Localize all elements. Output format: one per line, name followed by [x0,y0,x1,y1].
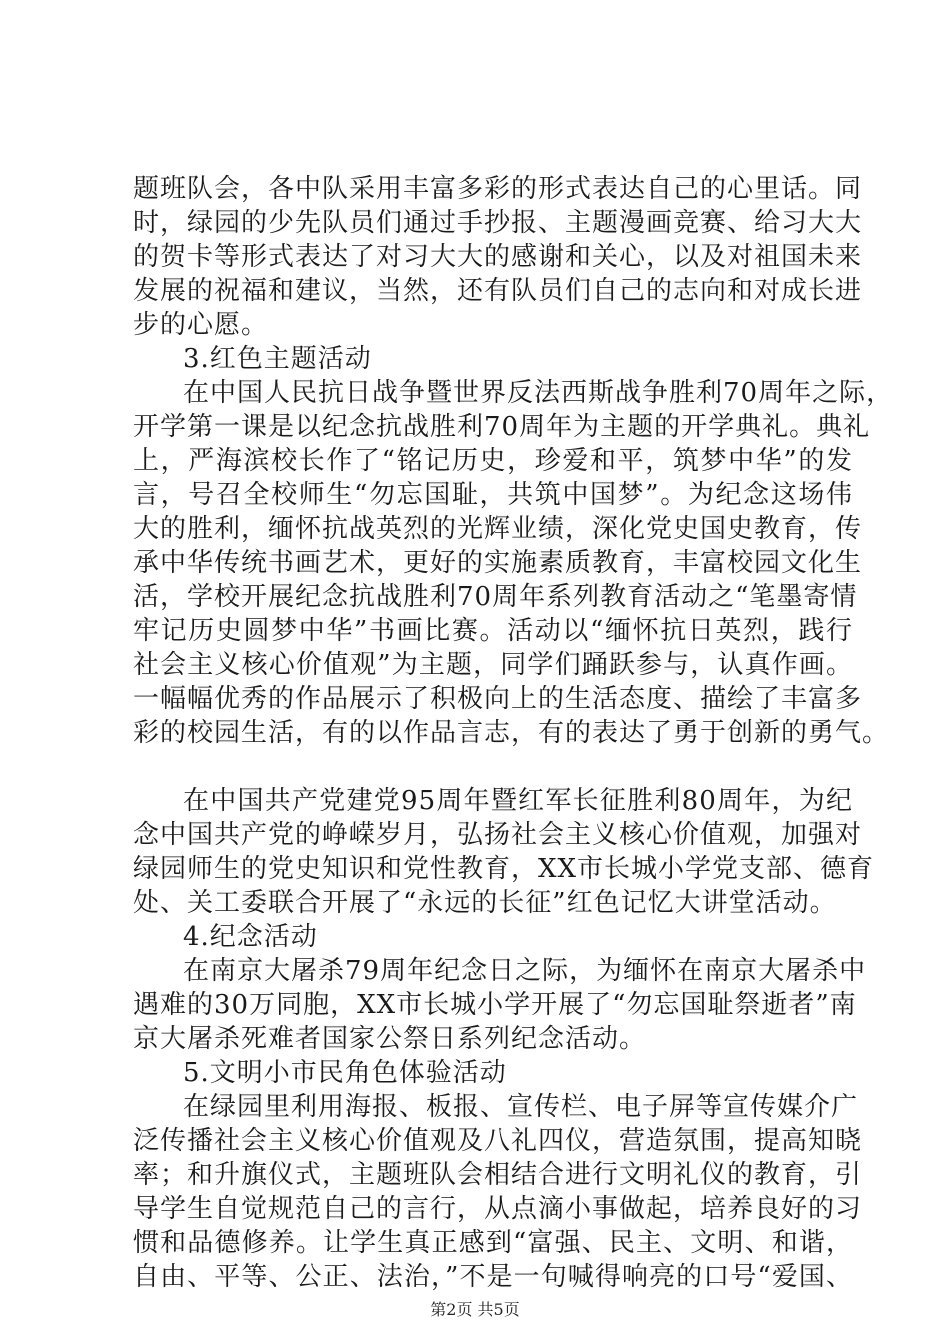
text-line: 大的胜利，缅怀抗战英烈的光辉业绩，深化党史国史教育，传 [133,514,863,544]
text-line: 处、关工委联合开展了“永远的长征”红色记忆大讲堂活动。 [133,888,837,918]
text-line: 步的心愿。 [133,310,269,340]
text-line: 的贺卡等形式表达了对习大大的感谢和关心，以及对祖国未来 [133,242,863,272]
text-line: 开学第一课是以纪念抗战胜利70周年为主题的开学典礼。典礼 [133,412,871,442]
text-line: 导学生自觉规范自己的言行，从点滴小事做起，培养良好的习 [133,1194,863,1224]
section-heading: 3.红色主题活动 [183,344,372,374]
section-heading: 5.文明小市民角色体验活动 [183,1058,507,1088]
text-line: 一幅幅优秀的作品展示了积极向上的生活态度、描绘了丰富多 [133,684,863,714]
text-line: 牢记历史圆梦中华”书画比赛。活动以“缅怀抗日英烈，践行 [133,616,853,646]
text-line: 言，号召全校师生“勿忘国耻，共筑中国梦”。为纪念这场伟 [133,480,853,510]
text-line: 在中国人民抗日战争暨世界反法西斯战争胜利70周年之际， [183,378,894,408]
text-line: 发展的祝福和建议，当然，还有队员们自己的志向和对成长进 [133,276,863,306]
text-line: 彩的校园生活，有的以作品言志，有的表达了勇于创新的勇气。 [133,718,890,748]
page-footer: 第2页 共5页 [430,1300,520,1319]
text-line: 念中国共产党的峥嵘岁月，弘扬社会主义核心价值观，加强对 [133,820,863,850]
text-line: 题班队会，各中队采用丰富多彩的形式表达自己的心里话。同 [133,174,863,204]
text-line: 上，严海滨校长作了“铭记历史，珍爱和平，筑梦中华”的发 [133,446,853,476]
text-line: 自由、平等、公正、法治，”不是一句喊得响亮的口号“爱国、 [133,1262,853,1292]
text-line: 惯和品德修养。让学生真正感到“富强、民主、文明、和谐， [133,1228,853,1258]
text-line: 在绿园里利用海报、板报、宣传栏、电子屏等宣传媒介广 [183,1092,859,1122]
text-line: 社会主义核心价值观”为主题，同学们踊跃参与，认真作画。 [133,650,853,680]
text-line: 泛传播社会主义核心价值观及八礼四仪，营造氛围，提高知晓 [133,1126,863,1156]
text-line: 时，绿园的少先队员们通过手抄报、主题漫画竞赛、给习大大 [133,208,863,238]
text-line: 绿园师生的党史知识和党性教育，XX市长城小学党支部、德育 [133,854,875,884]
text-line: 遇难的30万同胞，XX市长城小学开展了“勿忘国耻祭逝者”南 [133,990,857,1020]
section-heading: 4.纪念活动 [183,922,318,952]
text-line: 率；和升旗仪式，主题班队会相结合进行文明礼仪的教育，引 [133,1160,863,1190]
text-line: 京大屠杀死难者国家公祭日系列纪念活动。 [133,1024,647,1054]
text-line: 承中华传统书画艺术，更好的实施素质教育，丰富校园文化生 [133,548,863,578]
text-line: 在中国共产党建党95周年暨红军长征胜利80周年，为纪 [183,786,853,816]
text-line: 活，学校开展纪念抗战胜利70周年系列教育活动之“笔墨寄情 [133,582,858,612]
text-line: 在南京大屠杀79周年纪念日之际，为缅怀在南京大屠杀中 [183,956,867,986]
